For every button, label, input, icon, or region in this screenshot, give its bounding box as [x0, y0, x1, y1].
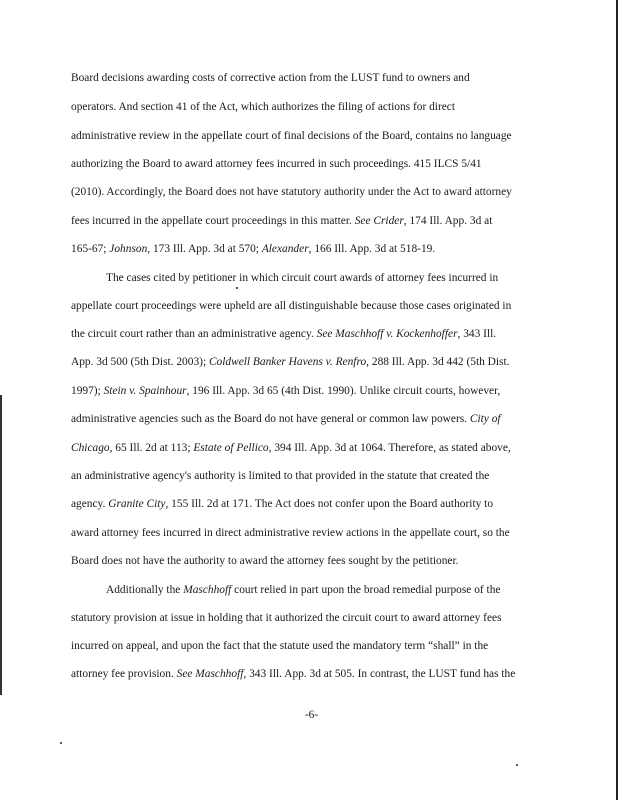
paragraph-line: agency. Granite City, 155 Ill. 2d at 171. The Act does not confer upon the Board authority to — [71, 498, 494, 510]
paragraph-line: operators. And section 41 of the Act, which authorizes the filing of actions for direct — [71, 101, 456, 113]
paragraph-line: (2010). Accordingly, the Board does not have statutory authority under the Act to award attorney — [71, 186, 512, 198]
paragraph-line: App. 3d 500 (5th Dist. 2003); Coldwell Banker Havens v. Renfro, 288 Ill. App. 3d 442 (5th Dist. — [71, 356, 510, 368]
scan-speck — [516, 764, 518, 766]
paragraph-line: Board does not have the authority to award the attorney fees sought by the petitioner. — [71, 555, 459, 567]
scan-speck — [60, 742, 62, 744]
scan-speck — [236, 287, 238, 289]
paragraph-line: an administrative agency's authority is limited to that provided in the statute that created the — [71, 470, 490, 482]
paragraph-line: incurred on appeal, and upon the fact that the statute used the mandatory term “shall” in the — [71, 640, 489, 652]
scan-edge-right — [616, 0, 618, 800]
paragraph-line: 1997); Stein v. Spainhour, 196 Ill. App. 3d 65 (4th Dist. 1990). Unlike circuit courts, however, — [71, 385, 501, 397]
paragraph-line: The cases cited by petitioner in which circuit court awards of attorney fees incurred in — [106, 272, 499, 284]
paragraph-line: attorney fee provision. See Maschhoff, 343 Ill. App. 3d at 505. In contrast, the LUST fund has the — [71, 668, 516, 680]
scan-edge-left — [0, 395, 2, 695]
paragraph-line: administrative review in the appellate court of final decisions of the Board, contains no language — [71, 130, 512, 142]
paragraph-line: the circuit court rather than an administrative agency. See Maschhoff v. Kockenhoffer, 343 Ill. — [71, 328, 497, 340]
paragraph-line: Chicago, 65 Ill. 2d at 113; Estate of Pellico, 394 Ill. App. 3d at 1064. Therefore, as stated above, — [71, 442, 511, 454]
paragraph-line: Additionally the Maschhoff court relied in part upon the broad remedial purpose of the — [106, 584, 501, 596]
paragraph-line: Board decisions awarding costs of corrective action from the LUST fund to owners and — [71, 72, 470, 84]
paragraph-line: administrative agencies such as the Board do not have general or common law powers. City of — [71, 413, 501, 425]
paragraph-line: fees incurred in the appellate court proceedings in this matter. See Crider, 174 Ill. App. 3d at — [71, 215, 493, 227]
paragraph-line: 165-67; Johnson, 173 Ill. App. 3d at 570; Alexander, 166 Ill. App. 3d at 518-19. — [71, 243, 436, 255]
page-number: -6- — [304, 709, 319, 721]
paragraph-line: award attorney fees incurred in direct administrative review actions in the appellate court, so the — [71, 527, 510, 539]
paragraph-line: appellate court proceedings were upheld are all distinguishable because those cases originated in — [71, 300, 512, 312]
paragraph-line: statutory provision at issue in holding that it authorized the circuit court to award attorney fees — [71, 612, 502, 624]
paragraph-line: authorizing the Board to award attorney fees incurred in such proceedings. 415 ILCS 5/41 — [71, 158, 482, 170]
